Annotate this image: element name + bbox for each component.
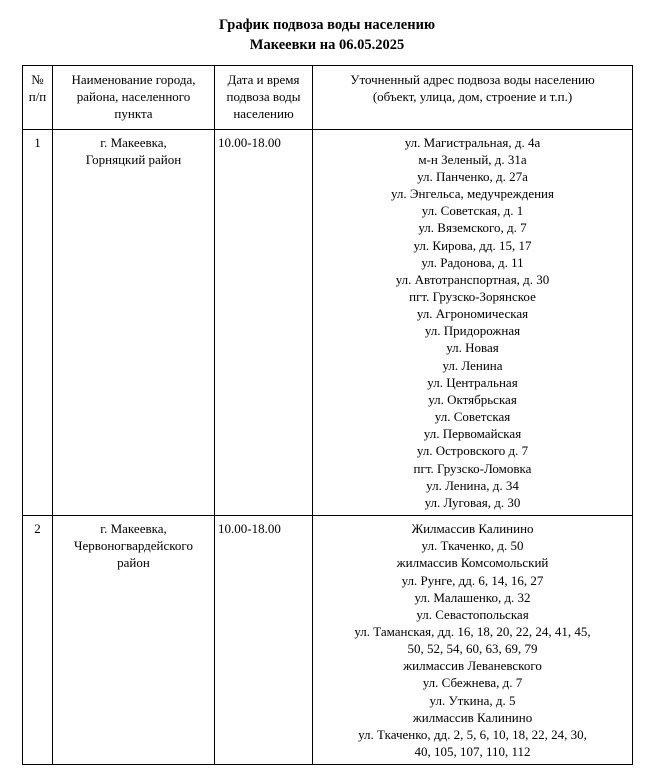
- row-number: 2: [23, 516, 53, 765]
- table-header-row: [23, 66, 633, 129]
- page-title: [22, 16, 632, 55]
- row-city: г. Макеевка, Червоногвардейского район: [53, 516, 215, 765]
- column-header-time: Дата и время подвоза воды населению: [215, 66, 313, 129]
- row-time: 10.00-18.00: [215, 129, 313, 515]
- column-header-city: Наименование города, района, населенного пункта: [53, 66, 215, 129]
- page-title-line-1: График подвоза воды населению: [218, 17, 436, 33]
- row-time: 10.00-18.00: [215, 516, 313, 765]
- page-title-line-2: Макеевки на 06.05.2025: [249, 36, 405, 53]
- column-header-address: Уточненный адрес подвоза воды населению (объект, улица, дом, строение и т.п.): [313, 66, 633, 129]
- row-addresses: ул. Магистральная, д. 4а м-н Зеленый, д. 31а ул. Панченко, д. 27а ул. Энгельса, медучреждения ул. Советская, д. 1 ул. Вяземского, д. 7 ул. Кирова, дд. 15, 17 ул. Радонова, д. 11 ул. Автотранспортная, д. 30 пгт. Грузско-Зорянское ул. Агрономическая ул. Придорожная ул. Новая ул. Ленина ул. Центральная ул. Октябрьская ул. Советская ул. Первомайская ул. Островского д. 7 пгт. Грузско-Ломовка ул. Ленина, д. 34 ул. Луговая, д. 30: [313, 129, 633, 515]
- water-delivery-schedule-table: [22, 65, 633, 765]
- row-city: г. Макеевка, Горняцкий район: [53, 129, 215, 515]
- table-row: [23, 129, 633, 515]
- row-addresses: Жилмассив Калинино ул. Ткаченко, д. 50 жилмассив Комсомольский ул. Рунге, дд. 6, 14, 16, 27 ул. Малашенко, д. 32 ул. Севастопольская ул. Таманская, дд. 16, 18, 20, 22, 24, 41, 45, 50, 52, 54, 60, 63, 69, 79 жилмассив Леваневского ул. Сбежнева, д. 7 ул. Уткина, д. 5 жилмассив Калинино ул. Ткаченко, дд. 2, 5, 6, 10, 18, 22, 24, 30, 40, 105, 107, 110, 112: [313, 516, 633, 765]
- row-number: 1: [23, 129, 53, 515]
- column-header-number: № п/п: [23, 66, 53, 129]
- table-row: [23, 516, 633, 765]
